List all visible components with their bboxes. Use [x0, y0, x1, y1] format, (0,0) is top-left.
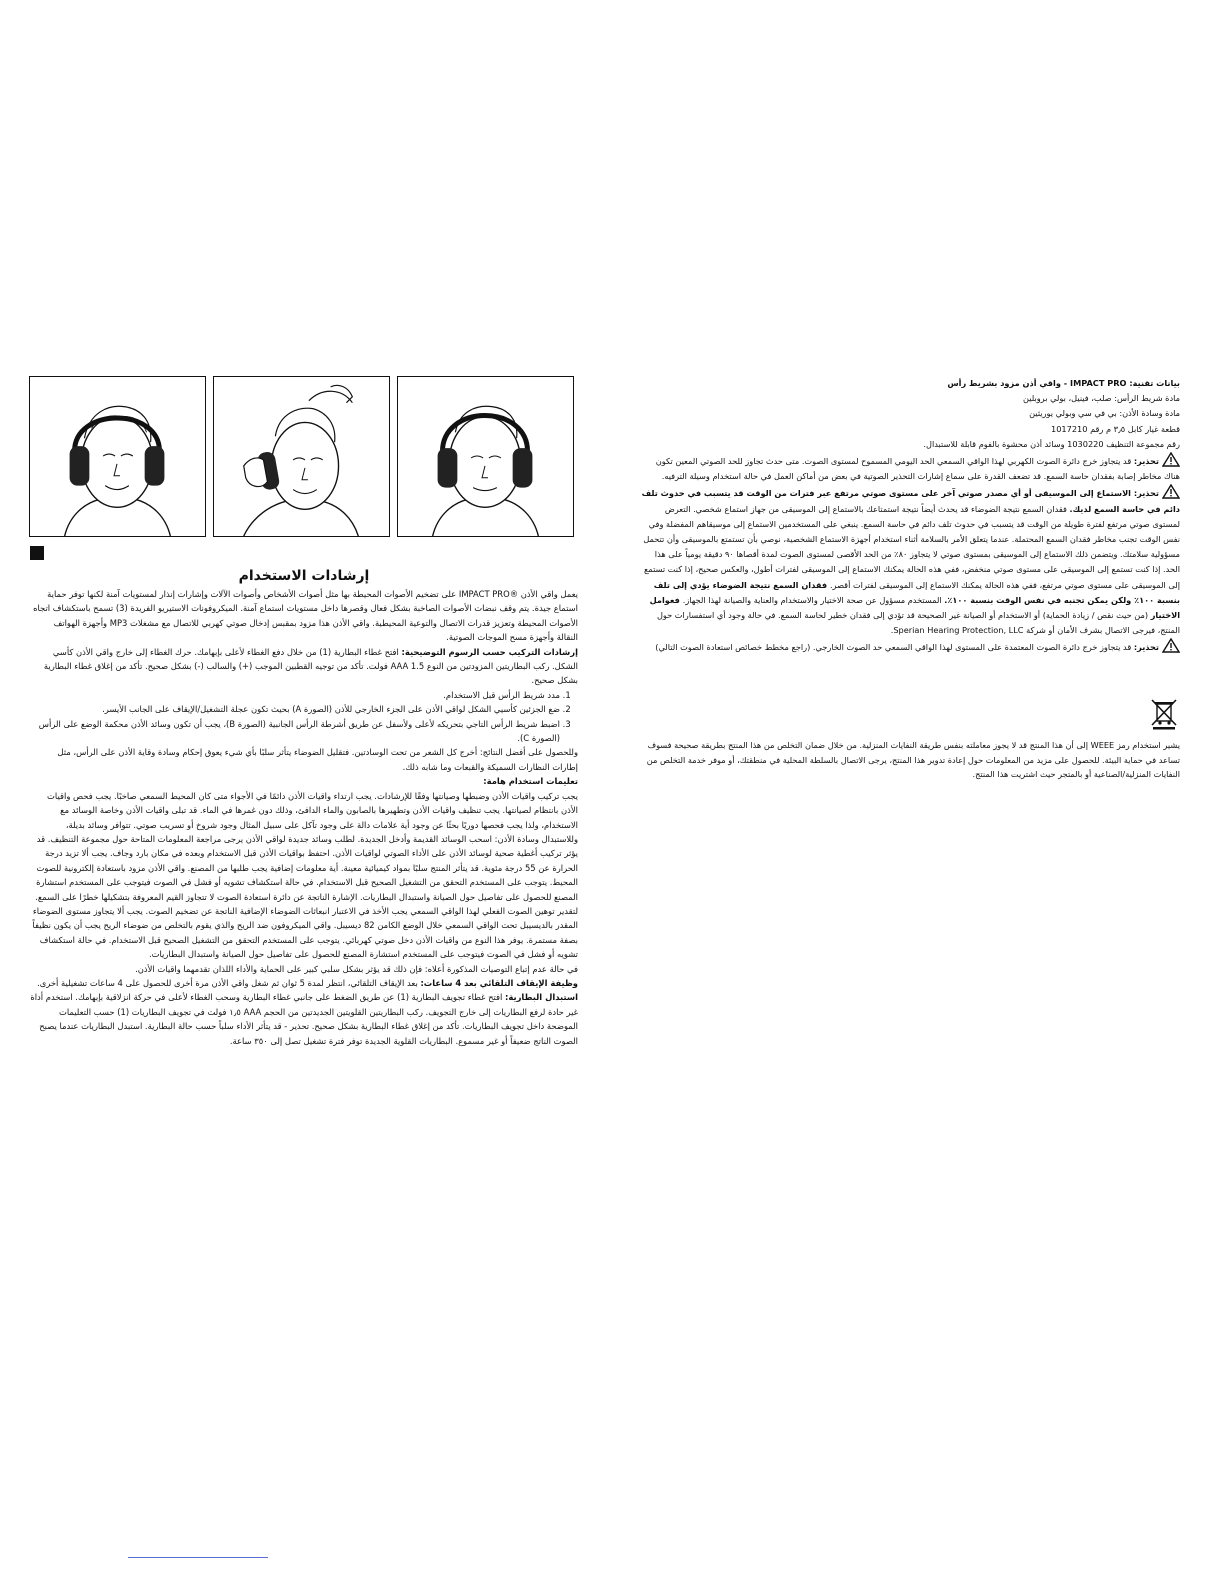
technical-data-column	[640, 376, 1180, 656]
intro-paragraph: يعمل واقي الأذن ®IMPACT PRO على تضخيم الأصوات المحيطة بها مثل أصوات الأشخاص وأصوات الآلات وإشارات إنذار لمستويات آمنة لكنها توفر حماية استماع جيدة. يتم وقف نبضات الأصوات الصاخبة بشكل فعال وقصرها داخل مستويات استماع آمنة. الميكروفونات الاستيريو الفريدة (3) تسمح باستكشاف اتجاه الأصوات المحيطة وتعزيز قدرات الاتصال والتوعية المحيطية. واقي الأذن هذا مزود بمقبس إدخال صوتي كهربي للاتصال مع مشغلات MP3 وأجهزة الهواتف النقالة وأجهزة مسح الموجات الصوتية.	[33, 589, 578, 643]
assembly-steps	[30, 688, 578, 746]
figure-panel-c	[397, 376, 574, 537]
spec-line: رقم مجموعة التنظيف 1030220 وسائد أذن محشوة بالفوم قابلة للاستبدال.	[923, 438, 1180, 449]
usage-instructions-column	[30, 568, 578, 1048]
warning-2-text-3: (من حيث نقص / زيادة الحماية) أو الاستخدام أو الصيانة غير الصحيحة قد تؤدي إلى فقدان خطير لحاسة السمع. في حالة وجود أي استفسارات حول المنتج، فيرجى الاتصال بشرف الأمان أو شركة Sperian Hearing Protection, LLC.	[656, 610, 1180, 636]
important-paragraph: يجب تركيب واقيات الأذن وضبطها وصيانتها وفقًا للإرشادات. يجب ارتداء واقيات الأذن دائمًا في الأجواء متى كان المحيط السمعي صاخبًا. يجب فحص واقيات الأذن بانتظام لصيانتها. يجب تنظيف واقيات الأذن وتطهيرها بالصابون والماء الدافئ، وذلك دون غمرها في الماء. قد تبلى واقيات الأذن وخاصة الوسائد مع الاستخدام، ولذا يجب فحصها دوريًا بحثًا عن وجود أية علامات دالة على وجود تآكل على سبيل المثال وجود شروخ أو تسريب صوتي. تتوافر وسائد بديلة، وللاستبدال وسادة الأذن: اسحب الوسائد القديمة وأدخل الجديدة. لطلب وسائد جديدة لواقي الأذن يرجى مراجعة المعلومات المتاحة حول مجموعة التنظيف. قد يؤثر تركيب أغطية صحية لوسائد الأذن على الأداء الصوتي لواقيات الأذن. احتفظ بواقيات الأذن قبل الاستخدام وبعده في مكان بارد وجاف. يجب ألا تزيد درجة الحرارة عن 55 درجة مئوية. قد يتأثر المنتج سلبًا بمواد كيميائية معينة. أية معلومات إضافية يجب طلبها من المصنع. واقي الأذن مزود باستعادة إلكترونية للصوت المحيط. يتوجب على المستخدم التحقق من التشغيل الصحيح قبل الاستخدام. في حالة استكشاف تشويه أو فشل في الصوت فيتوجب على المستخدم استشارة المصنع للحصول على تفاصيل حول الصيانة واستبدال البطاريات. الإشارة الناتجة عن دائرة استعادة الصوت لا تتجاوز القيم المعروفة بتشكيلها خطرًا على السمع. لتقدير توهين الصوت الفعلي لهذا الواقي السمعي يجب الأخذ في الاعتبار انبعاثات الضوضاء الإضافية الناتجة عن تضخيم الصوت. يجب ألا يتجاوز مستوى الضوضاء المقدر بالديسيبل تحت الواقي السمعي خلال الوضع الكامن 82 ديسيبل. واقي الميكروفون ضد الريح والذي يقوم بالتخلص من ضوضاء الريح يجب أن يكون نظيفاً بصفة مستمرة. يوفر هذا النوع من واقيات الأذن دخل صوتي كهربائي. يتوجب على المستخدم التحقق من التشغيل الصحيح قبل الاستخدام. في حالة استكشاف تشويه أو فشل في الصوت فيتوجب على المستخدم استشارة المصنع للحصول على تفاصيل حول الصيانة واستبدال البطاريات.	[32, 790, 578, 960]
warning-3	[640, 638, 1180, 655]
warning-2	[640, 484, 1180, 638]
warning-2-text-2: المستخدم مسؤول عن صحة الاختيار والاستخدام والعناية والصيانة لهذا الجهاز.	[682, 594, 945, 605]
spec-product: IMPACT PRO - واقي أذن مزود بشريط رأس	[947, 378, 1130, 388]
assembly-text: افتح غطاء البطارية (1) من خلال دفع الغطاء لأعلى بإبهامك. حرك الغطاء إلى خارج واقي الأذن كأسي الشكل. ركب البطاريتين المزودتين من النوع AAA 1.5 فولت. تأكد من توجيه القطبين الموجب (+) والسالب (-) بشكل صحيح. تأكد من إغلاق غطاء البطارية بشكل صحيح.	[43, 646, 578, 686]
warning-2-label: تحذير:	[1133, 488, 1159, 499]
autooff-heading: وظيفة الإيقاف التلقائي بعد 4 ساعات:	[420, 977, 578, 988]
warning-triangle-icon	[1162, 638, 1180, 653]
step-item: 3. اضبط شريط الرأس التاجي بتحريكه لأعلى ولأسفل عن طريق أشرطة الرأس الجانبية (الصورة B)، يجب أن تكون وسائد الأذن محكمة الوضع على الرأس (الصورة C).	[30, 717, 560, 746]
section-title: إرشادات الاستخدام	[238, 568, 370, 584]
figure-panel-b	[213, 376, 390, 537]
warning-1	[640, 452, 1180, 484]
autooff-paragraph	[30, 976, 578, 990]
noncompliance-paragraph: في حالة عدم إتباع التوصيات المذكورة أعلاه: فإن ذلك قد يؤثر بشكل سلبي كبير على الحماية والأداء اللذان تقدمهما واقيات الأذن.	[135, 963, 578, 974]
battery-text: افتح غطاء تجويف البطارية (1) عن طريق الضغط على جانبي غطاء البطارية وسحب الغطاء لأعلى في حركة انزلاقية بإبهامك. استخدم أداة غير حادة لرفع البطاريات إلى خارج التجويف. ركب البطاريتين القلويتين الجديدتين من الحجم AAA ١٫٥ فولت في تجويف البطاريات (1) حسب التعليمات الموضحة داخل تجويف البطاريات. تأكد من إغلاق غطاء البطارية بشكل صحيح. تحذير - قد يتأثر الأداء سلباً حسب حالة البطارية. استبدل البطاريات عندما يصبح الصوت الناتج ضعيفاً أو غير مسموع. البطاريات القلوية الجديدة توفر فترة تشغيل تصل إلى ٣٥٠ ساعة.	[30, 992, 578, 1046]
autooff-text: بعد الإيقاف التلقائي، انتظر لمدة 5 ثوان ثم شغل واقي الأذن مرة أخرى للحصول على 4 ساعات تشغيلية أخرى.	[37, 977, 421, 988]
footer-rule	[128, 1557, 268, 1558]
warning-2-text: فقدان السمع نتيجة الضوضاء قد يحدث أيضاً نتيجة استمتاعك بالاستماع إلى الموسيقى من جهاز استماع شخصي. التعرض لمستوى صوتي مرتفع لفترة طويلة من الوقت قد يتسبب في حدوث تلف دائم في حاسة السمع. ينبغي على المستخدمين الاستماع إلى موسيقاهم المفضلة وفي نفس الوقت تجنب مخاطر فقدان السمع المحتملة. عندما يتعلق الأمر بالسلامة أثناء استخدام أجهزة الاستماع الشخصية، نوصي بأن تستمتع بالموسيقى وأن تتحمل مسؤولية سلامتك. ويتضمن ذلك الاستماع إلى الموسيقى بمستوى صوتي لا يتجاوز ٨٠٪ من الحد الأقصى لمستوى الصوت لمدة أقصاها ٩٠ دقيقة يومياً على هذا الحد. إذا كنت تستمع إلى الموسيقى على مستوى صوتي منخفض، ففي هذه الحالة يمكنك الاستماع إلى الموسيقى لفترات أطول، والعكس صحيح، إذا كنت تستمع إلى الموسيقى على مستوى صوتي مرتفع، ففي هذه الحالة يمكنك الاستماع إلى الموسيقى لفترات أقصر.	[643, 503, 1180, 590]
spec-heading: بيانات تقنية:	[1129, 378, 1180, 388]
warning-triangle-icon	[1162, 484, 1180, 499]
spec-line: قطعة غيار كابل ٣٫٥ م رقم 1017210	[1051, 423, 1180, 434]
step-item: 1. مدد شريط الرأس قبل الاستخدام.	[30, 688, 560, 702]
spec-title-line	[640, 376, 1180, 391]
warning-1-text: قد يتجاوز خرج دائرة الصوت الكهربي لهذا الواقي السمعي الحد اليومي المسموح لمستوى الصوت. متى حدث تجاوز للحد الصوتي المعين تكون هناك مخاطر إصابة بفقدان حاسة السمع. قد تضعف القدرة على سماع إشارات التحذير الصوتية في بعض من أماكن العمل في حالة استخدام وسيلة الترفيه.	[655, 456, 1180, 482]
warning-2-bold-2: فقدان السمع نتيجة الضوضاء يؤدي إلى تلف بنسبة ١٠٠٪ ولكن يمكن تجنبه في نفس الوقت بنسبة ١٠٠٪.	[653, 579, 1180, 605]
warning-triangle-icon	[1162, 452, 1180, 467]
weee-crossed-bin-icon	[1150, 698, 1178, 730]
warning-3-label: تحذير:	[1133, 642, 1159, 653]
headset-front-illustration	[30, 377, 205, 536]
warning-2-factors: فعوامل الاختيار	[649, 594, 1180, 621]
figure-panel-a	[29, 376, 206, 537]
step-item: 2. ضع الجزئين كأسيي الشكل لواقي الأذن على الجزء الخارجي للأذن (الصورة A) بحيث تكون عجلة التشغيل/الإيقاف على الجانب الأيسر.	[30, 702, 560, 716]
assembly-heading: إرشادات التركيب حسب الرسوم التوضيحية:	[401, 646, 578, 657]
section-marker	[30, 546, 44, 560]
warning-3-text: قد يتجاوز خرج دائرة الصوت المعتمدة على المستوى لهذا الواقي السمعي حد الصوت الخارجي. (راجع مخطط خصائص استعادة الصوت التالي)	[655, 642, 1134, 653]
battery-paragraph	[30, 990, 578, 1048]
headset-side-illustration	[398, 377, 573, 536]
assembly-paragraph	[30, 645, 578, 688]
weee-disposal-notice	[640, 738, 1180, 782]
weee-paragraph: يشير استخدام رمز WEEE إلى أن هذا المنتج قد لا يجوز معاملته بنفس طريقة النفايات المنزلية. من خلال ضمان التخلص من هذا المنتج بطريقة صحيحة فسوف تساعد في حماية البيئة. للحصول على مزيد من المعلومات حول إعادة تدوير هذا المنتج، يرجى الاتصال بالسلطة المحلية في منطقتك، أو موفر خدمة التخلص من النفايات المنزلية/الصناعية أو بالمتجر حيث اشتريت هذا المنتج.	[646, 740, 1180, 780]
spec-line: مادة وسادة الأذن: بي في سي وبولي يوريثين	[1029, 408, 1180, 419]
spec-line: مادة شريط الرأس: صلب، فينيل، بولي بروبلين	[1023, 393, 1180, 404]
fit-paragraph: وللحصول على أفضل النتائج: أخرج كل الشعر من تحت الوسادتين. فتقليل الضوضاء يتأثر سلبًا بأي شيء يعوق إحكام وسادة وقاية الأذن على الرأس، مثل إطارات النظارات السميكة والقبعات وما شابه ذلك.	[57, 747, 578, 772]
battery-heading: استبدال البطارية:	[505, 992, 578, 1003]
warning-2-bold: الاستماع إلى الموسيقى أو أي مصدر صوتي آخر على مستوى صوتي مرتفع عبر فترات من الوقت قد يتسبب في حدوث تلف دائم في حاسة السمع لديك.	[641, 488, 1180, 514]
important-heading: تعليمات استخدام هامة:	[483, 776, 578, 787]
warning-1-label: تحذير:	[1133, 456, 1159, 467]
headset-adjust-illustration	[214, 377, 389, 536]
